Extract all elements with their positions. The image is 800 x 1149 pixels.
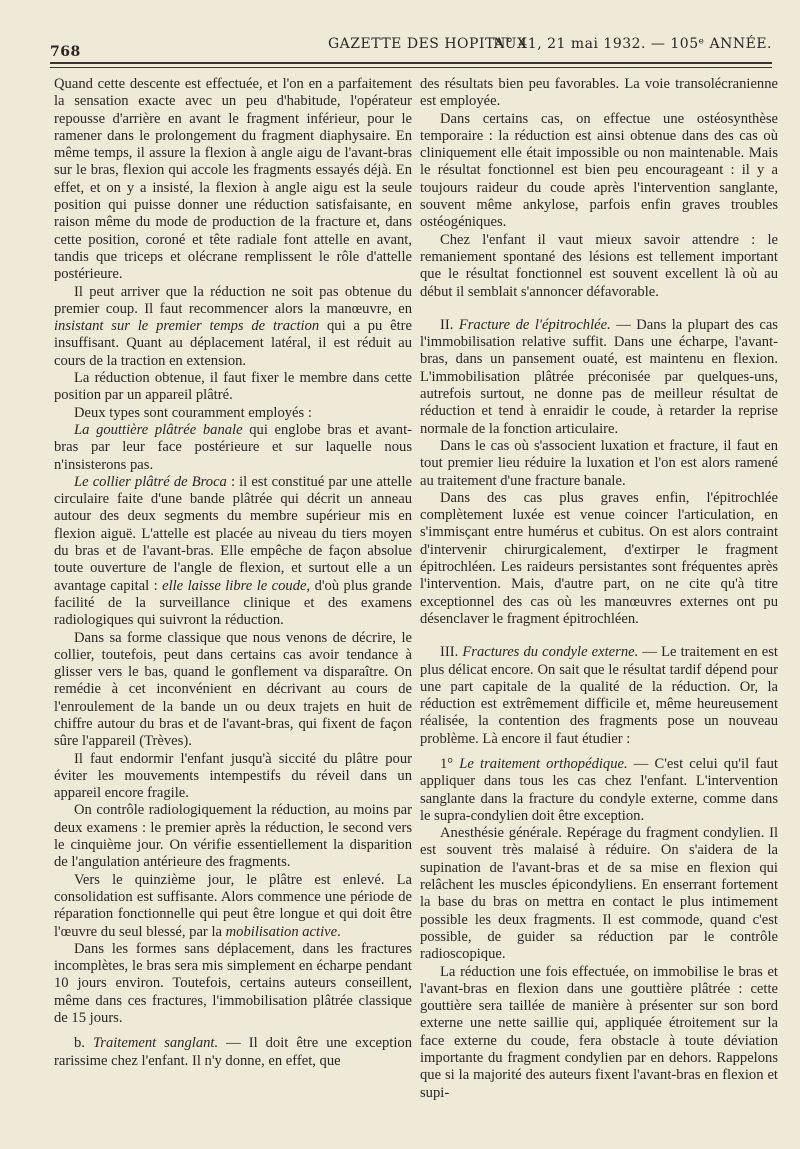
section-heading-paragraph: III. Fractures du condyle externe. — Le traitement en est plus délicat encore. On sait que le résultat tardif dépend pour une part capitale de la qualité de la réduction. Or, la réduction est extrêmement difficile et, même heureusement réalisée, la contention des fragments pose un nouveau problème. Là encore il faut étudier : bbox=[420, 644, 778, 747]
paragraph: Dans les formes sans déplacement, dans les fractures incomplètes, le bras sera mis simplement en écharpe pendant 10 jours environ. Toutefois, certains auteurs conseillent, même dans ces fractures, l'immobilisation plâtrée classique de 15 jours. bbox=[54, 940, 412, 1027]
paragraph: Dans sa forme classique que nous venons de décrire, le collier, toutefois, peut dans certains cas avoir tendance à glisser vers le bas, quand le gonflement va disparaître. On remédie à cet inconvénient en décrivant au cours de l'enroulement de la bande un ou deux trajets en huit de chiffre autour du bras et de l'avant-bras, qui fixent de façon sûre l'appareil (Trèves). bbox=[54, 629, 412, 750]
paragraph: La réduction une fois effectuée, on immobilise le bras et l'avant-bras en flexion dans une gouttière plâtrée : cette gouttière sera taillée de manière à présenter sur son bord externe une nette saillie qui, appliquée étroitement sur la face externe du coude, fera obstacle à toute déviation importante du fragment condylien par en dehors. Rappelons que si la majorité des auteurs fixent l'avant-bras en flexion et supi- bbox=[420, 963, 778, 1101]
left-column bbox=[54, 76, 412, 1070]
page-header bbox=[50, 34, 772, 58]
header-rule bbox=[50, 62, 772, 68]
paragraph: Dans le cas où s'associent luxation et fracture, il faut en tout premier lieu réduire la luxation et l'on est alors ramené au traitement d'une fracture banale. bbox=[420, 437, 778, 489]
paragraph: Il peut arriver que la réduction ne soit pas obtenue du premier coup. Il faut recommencer alors la manœuvre, en insistant sur le premier temps de traction qui a pu être insuffisant. Quant au déplacement latéral, il est réduit au cours de la traction en extension. bbox=[54, 283, 412, 369]
paragraph: b. Traitement sanglant. — Il doit être une exception rarissime chez l'enfant. Il n'y donne, en effet, que bbox=[54, 1035, 413, 1069]
paragraph: Vers le quinzième jour, le plâtre est enlevé. La consolidation est suffisante. Alors commence une période de réparation fonctionnelle qui peut être longue et qui doit être l'œuvre du seul blessé, par la mobilisation active. bbox=[54, 871, 412, 940]
paragraph: Quand cette descente est effectuée, et l'on en a parfaitement la sensation exacte avec un peu d'habitude, l'opérateur repousse d'arrière en avant le fragment inférieur, pour le ramener dans le prolongement du fragment diaphysaire. En même temps, il assure la flexion à angle aigu de l'avant-bras sur le bras, flexion qui accole les fragments essayés déjà. En effet, et on y a insisté, la flexion à angle aigu est la seule position qui puisse donner une réduction satisfaisante, en raison même du mode de production de la fracture et, dans cette position, coroné et tête radiale font attelle en avant, tandis que triceps et olécrane remplissent le rôle d'attelle postérieure. bbox=[54, 76, 412, 283]
paragraph: Dans des cas plus graves enfin, l'épitrochlée complètement luxée est venue coincer l'articulation, en s'immisçant entre humérus et cubitus. On est alors contraint d'intervenir chirurgicalement, d'extirper le fragment épitrochléen. Les raideurs persistantes sont fréquentes après l'intervention. Mais, d'autre part, on ne cite qu'à titre exceptionnel des cas où les manœuvres externes ont pu désenclaver le fragment épitrochléen. bbox=[420, 489, 778, 627]
paragraph: Deux types sont couramment employés : bbox=[74, 404, 312, 421]
paragraph: Anesthésie générale. Repérage du fragment condylien. Il est souvent très malaisé à réduire. On s'aidera de la supination de l'avant-bras et de sa mise en flexion qui relâchent les muscles épicondyliens. En enserrant fortement la base du bras on mettra en contact le plus intimement possible les deux fragments. Il est commode, quand c'est possible, de guider sa réduction par le contrôle radioscopique. bbox=[420, 825, 778, 963]
paragraph: Chez l'enfant il vaut mieux savoir attendre : le remaniement spontané des lésions est tellement important que le résultat fonctionnel est souvent excellent là où au début il semblait s'annoncer défavorable. bbox=[420, 231, 778, 300]
page-number: 768 bbox=[50, 44, 81, 60]
section-heading-paragraph: II. Fracture de l'épitrochlée. — Dans la plupart des cas l'immobilisation relative suffit. Dans une écharpe, l'avant-bras, dans un pansement ouaté, est maintenu en flexion. L'immobilisation plâtrée préconisée par quelques-uns, autrefois surtout, ne donne pas de meilleur résultat de réduction et tend à enraidir le coude, à retarder la reprise normale de la fonction articulaire. bbox=[420, 316, 778, 437]
paragraph: des résultats bien peu favorables. La voie transolécranienne est employée. bbox=[420, 76, 778, 110]
paragraph: Il faut endormir l'enfant jusqu'à siccité du plâtre pour éviter les mouvements intempestifs du réveil dans un appareil encore fragile. bbox=[54, 750, 412, 802]
paragraph: La réduction obtenue, il faut fixer le membre dans cette position par un appareil plâtré. bbox=[54, 370, 412, 404]
paragraph: Le collier plâtré de Broca : il est constitué par une attelle circulaire faite d'une bande plâtrée qui décrit un anneau autour des deux segments du membre supérieur mis en flexion aiguë. L'attelle est placée au niveau du tiers moyen du bras et de l'avant-bras. Elle empêche de façon absolue toute ouverture de l'angle de flexion, et surtout elle a un avantage capital : elle laisse libre le coude, d'où plus grande facilité de la surveillance clinique et des examens radiologiques qui suivront la réduction. bbox=[54, 473, 412, 629]
journal-title: GAZETTE DES HOPITAUX bbox=[328, 36, 528, 52]
paragraph: La gouttière plâtrée banale qui englobe bras et avant-bras par leur face postérieure et sur laquelle nous n'insisterons pas. bbox=[54, 421, 412, 473]
issue-line: N° 41, 21 mai 1932. — 105ᵉ ANNÉE. bbox=[493, 36, 772, 52]
paragraph: On contrôle radiologiquement la réduction, au moins par deux examens : le premier après la réduction, le second vers le cinquième jour. On vérifie essentiellement la disparition de l'angulation antérieure des fragments. bbox=[54, 802, 412, 871]
right-column bbox=[420, 76, 778, 1102]
paragraph: 1° Le traitement orthopédique. — C'est celui qu'il faut appliquer dans tous les cas chez l'enfant. L'intervention sanglante dans la fracture du condyle externe, comme dans le supra-condylien doit être exception. bbox=[420, 755, 778, 824]
paragraph: Dans certains cas, on effectue une ostéosynthèse temporaire : la réduction est ainsi obtenue dans des cas où cliniquement elle était impossible ou non maintenable. Mais le résultat fonctionnel est bien peu encourageant : il y a toujours raideur du coude après l'intervention sanglante, souvent même ankylose, parfois enfin graves troubles ostéogéniques. bbox=[420, 110, 778, 231]
